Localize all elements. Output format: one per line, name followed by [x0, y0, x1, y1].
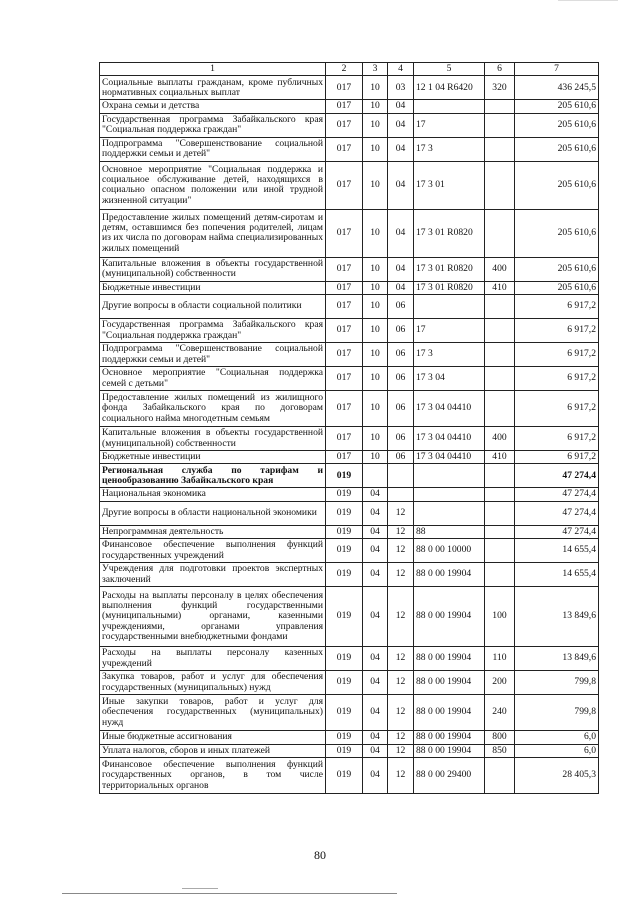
- cell-csr: 88 0 00 19904: [414, 671, 485, 695]
- cell-csr: 17 3 04 04410: [414, 427, 485, 451]
- cell-ved: 019: [326, 587, 363, 647]
- cell-sum: 799,8: [515, 695, 599, 731]
- cell-rz: 04: [363, 744, 388, 757]
- cell-rz: 10: [363, 100, 388, 113]
- cell-name: Другие вопросы в области национальной экономики: [100, 501, 326, 525]
- cell-rz: 04: [363, 539, 388, 563]
- cell-vr: 320: [485, 76, 515, 100]
- cell-pr: 06: [388, 319, 414, 343]
- cell-ved: 019: [326, 488, 363, 501]
- table-row: [100, 76, 599, 100]
- table-row: [100, 539, 599, 563]
- cell-pr: 06: [388, 391, 414, 427]
- cell-name: Социальные выплаты гражданам, кроме публичных нормативных социальных выплат: [100, 76, 326, 100]
- table-row: [100, 731, 599, 744]
- cell-csr: 88 0 00 19904: [414, 587, 485, 647]
- cell-vr: [485, 464, 515, 488]
- cell-vr: 410: [485, 281, 515, 294]
- table-row: [100, 647, 599, 671]
- header-cell: 2: [326, 63, 363, 76]
- table-body: [100, 63, 599, 794]
- table-row: [100, 295, 599, 319]
- cell-ved: 017: [326, 76, 363, 100]
- cell-vr: [485, 137, 515, 161]
- cell-rz: 10: [363, 161, 388, 209]
- cell-ved: 019: [326, 757, 363, 793]
- cell-rz: 10: [363, 281, 388, 294]
- cell-name: Другие вопросы в области социальной политики: [100, 295, 326, 319]
- table-row: [100, 695, 599, 731]
- cell-pr: 04: [388, 113, 414, 137]
- cell-name: Государственная программа Забайкальского края "Социальная поддержка граждан": [100, 319, 326, 343]
- cell-name: Закупка товаров, работ и услуг для обеспечения государственных (муниципальных) нужд: [100, 671, 326, 695]
- cell-ved: 017: [326, 100, 363, 113]
- cell-sum: 799,8: [515, 671, 599, 695]
- budget-table: [99, 62, 599, 794]
- cell-vr: [485, 209, 515, 257]
- cell-ved: 017: [326, 391, 363, 427]
- cell-sum: 205 610,6: [515, 137, 599, 161]
- cell-sum: 47 274,4: [515, 464, 599, 488]
- cell-name: Учреждения для подготовки проектов экспертных заключений: [100, 563, 326, 587]
- cell-pr: 06: [388, 427, 414, 451]
- cell-name: Финансовое обеспечение выполнения функций государственных органов, в том числе территориальных органов: [100, 757, 326, 793]
- cell-vr: [485, 343, 515, 367]
- cell-csr: 88 0 00 19904: [414, 647, 485, 671]
- cell-pr: [388, 464, 414, 488]
- cell-ved: 017: [326, 427, 363, 451]
- cell-sum: 6 917,2: [515, 451, 599, 464]
- cell-pr: 04: [388, 257, 414, 281]
- header-cell: 7: [515, 63, 599, 76]
- cell-pr: 04: [388, 209, 414, 257]
- cell-rz: 10: [363, 137, 388, 161]
- cell-sum: 205 610,6: [515, 100, 599, 113]
- cell-ved: 017: [326, 161, 363, 209]
- cell-sum: 13 849,6: [515, 587, 599, 647]
- cell-rz: 04: [363, 587, 388, 647]
- cell-vr: [485, 367, 515, 391]
- cell-rz: 10: [363, 427, 388, 451]
- cell-pr: 04: [388, 137, 414, 161]
- cell-pr: 12: [388, 757, 414, 793]
- cell-rz: 10: [363, 451, 388, 464]
- cell-ved: 019: [326, 563, 363, 587]
- table-row: [100, 427, 599, 451]
- cell-pr: 12: [388, 587, 414, 647]
- cell-name: Основное мероприятие "Социальная поддержка и социальное обслуживание детей, находящихся в социально опасном положении или иной трудной жизненной ситуации": [100, 161, 326, 209]
- table-row: [100, 501, 599, 525]
- cell-name: Предоставление жилых помещений из жилищного фонда Забайкальского края по договорам социального найма многодетным семьям: [100, 391, 326, 427]
- cell-pr: 12: [388, 563, 414, 587]
- cell-pr: 12: [388, 539, 414, 563]
- cell-csr: [414, 501, 485, 525]
- table-row: [100, 113, 599, 137]
- cell-sum: 6 917,2: [515, 295, 599, 319]
- cell-name: Уплата налогов, сборов и иных платежей: [100, 744, 326, 757]
- table-row: [100, 100, 599, 113]
- cell-csr: 88 0 00 10000: [414, 539, 485, 563]
- cell-csr: 17 3 01 R0820: [414, 281, 485, 294]
- cell-pr: 06: [388, 343, 414, 367]
- cell-csr: 88 0 00 19904: [414, 695, 485, 731]
- cell-ved: 019: [326, 731, 363, 744]
- cell-pr: 06: [388, 367, 414, 391]
- cell-pr: 06: [388, 295, 414, 319]
- cell-ved: 017: [326, 113, 363, 137]
- page-number: 80: [314, 848, 326, 862]
- cell-name: Государственная программа Забайкальского края "Социальная поддержка граждан": [100, 113, 326, 137]
- table-row: [100, 281, 599, 294]
- cell-csr: [414, 464, 485, 488]
- cell-ved: 017: [326, 319, 363, 343]
- cell-rz: 10: [363, 367, 388, 391]
- table-row: [100, 563, 599, 587]
- cell-name: Национальная экономика: [100, 488, 326, 501]
- cell-sum: 205 610,6: [515, 281, 599, 294]
- cell-rz: 04: [363, 695, 388, 731]
- cell-rz: 10: [363, 113, 388, 137]
- cell-csr: [414, 295, 485, 319]
- cell-vr: 800: [485, 731, 515, 744]
- table-row: [100, 671, 599, 695]
- cell-csr: [414, 100, 485, 113]
- cell-ved: 017: [326, 295, 363, 319]
- cell-pr: 12: [388, 647, 414, 671]
- cell-csr: 88: [414, 525, 485, 538]
- cell-sum: 6 917,2: [515, 427, 599, 451]
- cell-rz: [363, 464, 388, 488]
- cell-csr: 17 3: [414, 137, 485, 161]
- cell-sum: 205 610,6: [515, 257, 599, 281]
- cell-ved: 017: [326, 367, 363, 391]
- cell-ved: 019: [326, 647, 363, 671]
- cell-sum: 14 655,4: [515, 539, 599, 563]
- cell-ved: 019: [326, 464, 363, 488]
- cell-sum: 205 610,6: [515, 209, 599, 257]
- cell-sum: 6 917,2: [515, 343, 599, 367]
- cell-vr: [485, 539, 515, 563]
- cell-name: Финансовое обеспечение выполнения функций государственных учреждений: [100, 539, 326, 563]
- cell-csr: 17 3 01 R0820: [414, 257, 485, 281]
- cell-name: Бюджетные инвестиции: [100, 451, 326, 464]
- header-cell: 1: [100, 63, 326, 76]
- cell-name: Иные бюджетные ассигнования: [100, 731, 326, 744]
- cell-sum: 6,0: [515, 731, 599, 744]
- cell-csr: 88 0 00 29400: [414, 757, 485, 793]
- cell-ved: 017: [326, 451, 363, 464]
- cell-csr: 17 3: [414, 343, 485, 367]
- cell-vr: [485, 161, 515, 209]
- table-row: [100, 488, 599, 501]
- cell-rz: 04: [363, 501, 388, 525]
- cell-pr: 04: [388, 100, 414, 113]
- cell-rz: 04: [363, 525, 388, 538]
- cell-vr: 410: [485, 451, 515, 464]
- cell-vr: 850: [485, 744, 515, 757]
- cell-rz: 04: [363, 731, 388, 744]
- header-cell: 4: [388, 63, 414, 76]
- cell-ved: 017: [326, 343, 363, 367]
- cell-rz: 10: [363, 209, 388, 257]
- table-row: [100, 451, 599, 464]
- table-row: [100, 319, 599, 343]
- cell-pr: 06: [388, 451, 414, 464]
- cell-sum: 6,0: [515, 744, 599, 757]
- cell-name: Расходы на выплаты персоналу в целях обеспечения выполнения функций государственными (муниципальными) органами, казенными учреждениями, органами управления государственными внебюджетными фондами: [100, 587, 326, 647]
- cell-sum: 6 917,2: [515, 319, 599, 343]
- cell-csr: 88 0 00 19904: [414, 731, 485, 744]
- table-row: [100, 744, 599, 757]
- cell-vr: 100: [485, 587, 515, 647]
- cell-ved: 019: [326, 525, 363, 538]
- cell-rz: 10: [363, 343, 388, 367]
- cell-sum: 205 610,6: [515, 113, 599, 137]
- cell-ved: 019: [326, 671, 363, 695]
- cell-sum: 14 655,4: [515, 563, 599, 587]
- cell-ved: 017: [326, 137, 363, 161]
- cell-csr: 17 3 04 04410: [414, 391, 485, 427]
- cell-sum: 28 405,3: [515, 757, 599, 793]
- cell-rz: 10: [363, 319, 388, 343]
- cell-ved: 019: [326, 695, 363, 731]
- cell-sum: 6 917,2: [515, 367, 599, 391]
- cell-rz: 04: [363, 488, 388, 501]
- cell-rz: 04: [363, 647, 388, 671]
- cell-name: Непрограммная деятельность: [100, 525, 326, 538]
- header-cell: 6: [485, 63, 515, 76]
- cell-vr: [485, 113, 515, 137]
- cell-rz: 10: [363, 76, 388, 100]
- cell-sum: 47 274,4: [515, 488, 599, 501]
- cell-rz: 10: [363, 391, 388, 427]
- cell-csr: 88 0 00 19904: [414, 563, 485, 587]
- cell-csr: 17 3 04 04410: [414, 451, 485, 464]
- cell-name: Региональная служба по тарифам и ценообразованию Забайкальского края: [100, 464, 326, 488]
- header-cell: 3: [363, 63, 388, 76]
- cell-ved: 019: [326, 744, 363, 757]
- cell-name: Капитальные вложения в объекты государственной (муниципальной) собственности: [100, 257, 326, 281]
- cell-vr: 200: [485, 671, 515, 695]
- cell-ved: 019: [326, 501, 363, 525]
- cell-sum: 47 274,4: [515, 525, 599, 538]
- cell-rz: 04: [363, 671, 388, 695]
- cell-pr: 04: [388, 161, 414, 209]
- cell-rz: 04: [363, 757, 388, 793]
- cell-name: Бюджетные инвестиции: [100, 281, 326, 294]
- cell-name: Иные закупки товаров, работ и услуг для обеспечения государственных (муниципальных) нужд: [100, 695, 326, 731]
- cell-pr: 12: [388, 695, 414, 731]
- cell-name: Расходы на выплаты персоналу казенных учреждений: [100, 647, 326, 671]
- cell-sum: 436 245,5: [515, 76, 599, 100]
- cell-pr: 03: [388, 76, 414, 100]
- cell-sum: 6 917,2: [515, 391, 599, 427]
- cell-pr: 12: [388, 671, 414, 695]
- cell-ved: 019: [326, 539, 363, 563]
- cell-vr: 110: [485, 647, 515, 671]
- cell-pr: [388, 488, 414, 501]
- cell-sum: 205 610,6: [515, 161, 599, 209]
- scan-artifact: [558, 0, 618, 7]
- table-row: [100, 757, 599, 793]
- cell-csr: 17 3 04: [414, 367, 485, 391]
- cell-pr: 04: [388, 281, 414, 294]
- cell-pr: 12: [388, 525, 414, 538]
- table-row: [100, 257, 599, 281]
- cell-ved: 017: [326, 281, 363, 294]
- cell-name: Капитальные вложения в объекты государственной (муниципальной) собственности: [100, 427, 326, 451]
- cell-csr: 17: [414, 319, 485, 343]
- cell-pr: 12: [388, 501, 414, 525]
- cell-name: Предоставление жилых помещений детям-сиротам и детям, оставшимся без попечения родителей, лицам из их числа по договорам найма специализированных жилых помещений: [100, 209, 326, 257]
- cell-vr: [485, 391, 515, 427]
- cell-csr: 88 0 00 19904: [414, 744, 485, 757]
- cell-name: Подпрограмма "Совершенствование социальной поддержки семьи и детей": [100, 343, 326, 367]
- table-row: [100, 161, 599, 209]
- table-row: [100, 587, 599, 647]
- cell-vr: [485, 488, 515, 501]
- cell-csr: 17 3 01 R0820: [414, 209, 485, 257]
- cell-vr: [485, 501, 515, 525]
- cell-vr: [485, 295, 515, 319]
- cell-vr: [485, 100, 515, 113]
- cell-name: Охрана семьи и детства: [100, 100, 326, 113]
- table-row: [100, 525, 599, 538]
- cell-name: Подпрограмма "Совершенствование социальной поддержки семьи и детей": [100, 137, 326, 161]
- table-header-row: [100, 63, 599, 76]
- cell-ved: 017: [326, 257, 363, 281]
- table-row: [100, 343, 599, 367]
- cell-pr: 12: [388, 731, 414, 744]
- cell-vr: [485, 525, 515, 538]
- header-cell: 5: [414, 63, 485, 76]
- cell-csr: 12 1 04 R6420: [414, 76, 485, 100]
- table-row: [100, 367, 599, 391]
- cell-rz: 10: [363, 295, 388, 319]
- cell-vr: [485, 757, 515, 793]
- table-row: [100, 391, 599, 427]
- table-row: [100, 137, 599, 161]
- cell-name: Основное мероприятие "Социальная поддержка семей с детьми": [100, 367, 326, 391]
- cell-vr: 400: [485, 257, 515, 281]
- footer-rule-short: [182, 888, 218, 889]
- table-row: [100, 209, 599, 257]
- table-row: [100, 464, 599, 488]
- cell-rz: 10: [363, 257, 388, 281]
- cell-csr: [414, 488, 485, 501]
- cell-vr: [485, 319, 515, 343]
- cell-csr: 17 3 01: [414, 161, 485, 209]
- cell-rz: 04: [363, 563, 388, 587]
- cell-vr: [485, 563, 515, 587]
- cell-vr: 400: [485, 427, 515, 451]
- footer-rule: [62, 893, 397, 894]
- cell-vr: 240: [485, 695, 515, 731]
- cell-sum: 47 274,4: [515, 501, 599, 525]
- cell-sum: 13 849,6: [515, 647, 599, 671]
- cell-pr: 12: [388, 744, 414, 757]
- cell-csr: 17: [414, 113, 485, 137]
- cell-ved: 017: [326, 209, 363, 257]
